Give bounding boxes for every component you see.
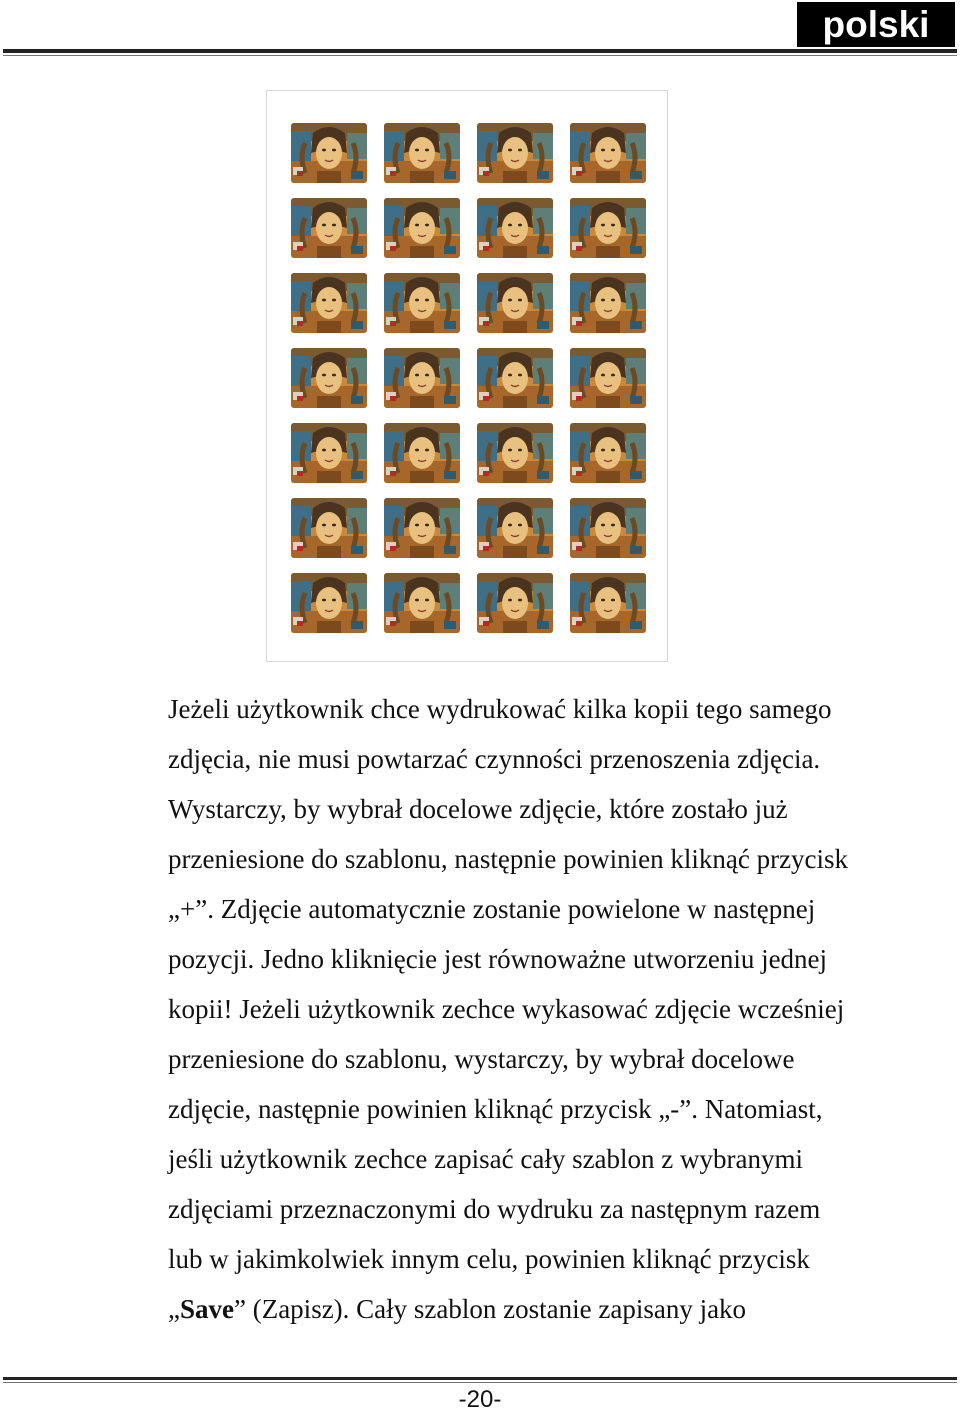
body-paragraph (168, 684, 948, 1334)
photo-thumbnail (291, 123, 367, 183)
last-line-rest: ” (Zapisz). Cały szablon zostanie zapisany jako (233, 1294, 747, 1324)
photo-thumbnail (384, 498, 460, 558)
photo-thumbnail (477, 198, 553, 258)
page-number: -20- (458, 1386, 502, 1413)
photo-thumbnail (477, 498, 553, 558)
print-template-figure (266, 90, 668, 662)
photo-thumbnail (570, 348, 646, 408)
photo-thumbnail (570, 423, 646, 483)
photo-thumbnail (384, 573, 460, 633)
header-rule (3, 49, 957, 53)
paragraph-line: „+”. Zdjęcie automatycznie zostanie powielone w następnej (168, 894, 816, 924)
header-rule-thin (3, 55, 957, 56)
paragraph-line: lub w jakimkolwiek innym celu, powinien kliknąć przycisk (168, 1244, 810, 1274)
save-keyword: Save (179, 1294, 234, 1324)
paragraph-line: przeniesione do szablonu, wystarczy, by wybrał docelowe (168, 1044, 795, 1074)
paragraph-line: przeniesione do szablonu, następnie powinien kliknąć przycisk (168, 844, 849, 874)
photo-thumbnail (570, 498, 646, 558)
photo-thumbnail (477, 348, 553, 408)
photo-thumbnail (384, 348, 460, 408)
photo-thumbnail (477, 423, 553, 483)
photo-thumbnail (291, 273, 367, 333)
paragraph-line: zdjęcie, następnie powinien kliknąć przycisk „-”. Natomiast, (168, 1094, 823, 1124)
photo-thumbnail (570, 123, 646, 183)
photo-thumbnail (291, 198, 367, 258)
photo-thumbnail (291, 423, 367, 483)
photo-thumbnail (570, 573, 646, 633)
photo-thumbnail (384, 273, 460, 333)
photo-thumbnail (291, 498, 367, 558)
paragraph-line: pozycji. Jedno kliknięcie jest równoważne utworzeniu jednej (168, 944, 828, 974)
paragraph-line: Wystarczy, by wybrał docelowe zdjęcie, które zostało już (168, 794, 788, 824)
thumbnail-grid (291, 123, 646, 633)
paragraph-line: Jeżeli użytkownik chce wydrukować kilka kopii tego samego (168, 694, 832, 724)
photo-thumbnail (291, 348, 367, 408)
language-tab: polski (797, 2, 955, 47)
photo-thumbnail (570, 273, 646, 333)
photo-thumbnail (477, 573, 553, 633)
photo-thumbnail (291, 573, 367, 633)
photo-thumbnail (477, 273, 553, 333)
photo-thumbnail (570, 198, 646, 258)
photo-thumbnail (384, 423, 460, 483)
paragraph-line: jeśli użytkownik zechce zapisać cały szablon z wybranymi (168, 1144, 804, 1174)
footer-rule-thin (3, 1382, 957, 1383)
paragraph-line-last (168, 1284, 948, 1334)
photo-thumbnail (384, 198, 460, 258)
paragraph-line: zdjęciami przeznaczonymi do wydruku za następnym razem (168, 1194, 821, 1224)
open-quote: „ (168, 1294, 180, 1324)
photo-thumbnail (477, 123, 553, 183)
photo-thumbnail (384, 123, 460, 183)
paragraph-line: kopii! Jeżeli użytkownik zechce wykasować zdjęcie wcześniej (168, 994, 845, 1024)
paragraph-line: zdjęcia, nie musi powtarzać czynności przenoszenia zdjęcia. (168, 744, 821, 774)
footer-rule (3, 1377, 957, 1380)
